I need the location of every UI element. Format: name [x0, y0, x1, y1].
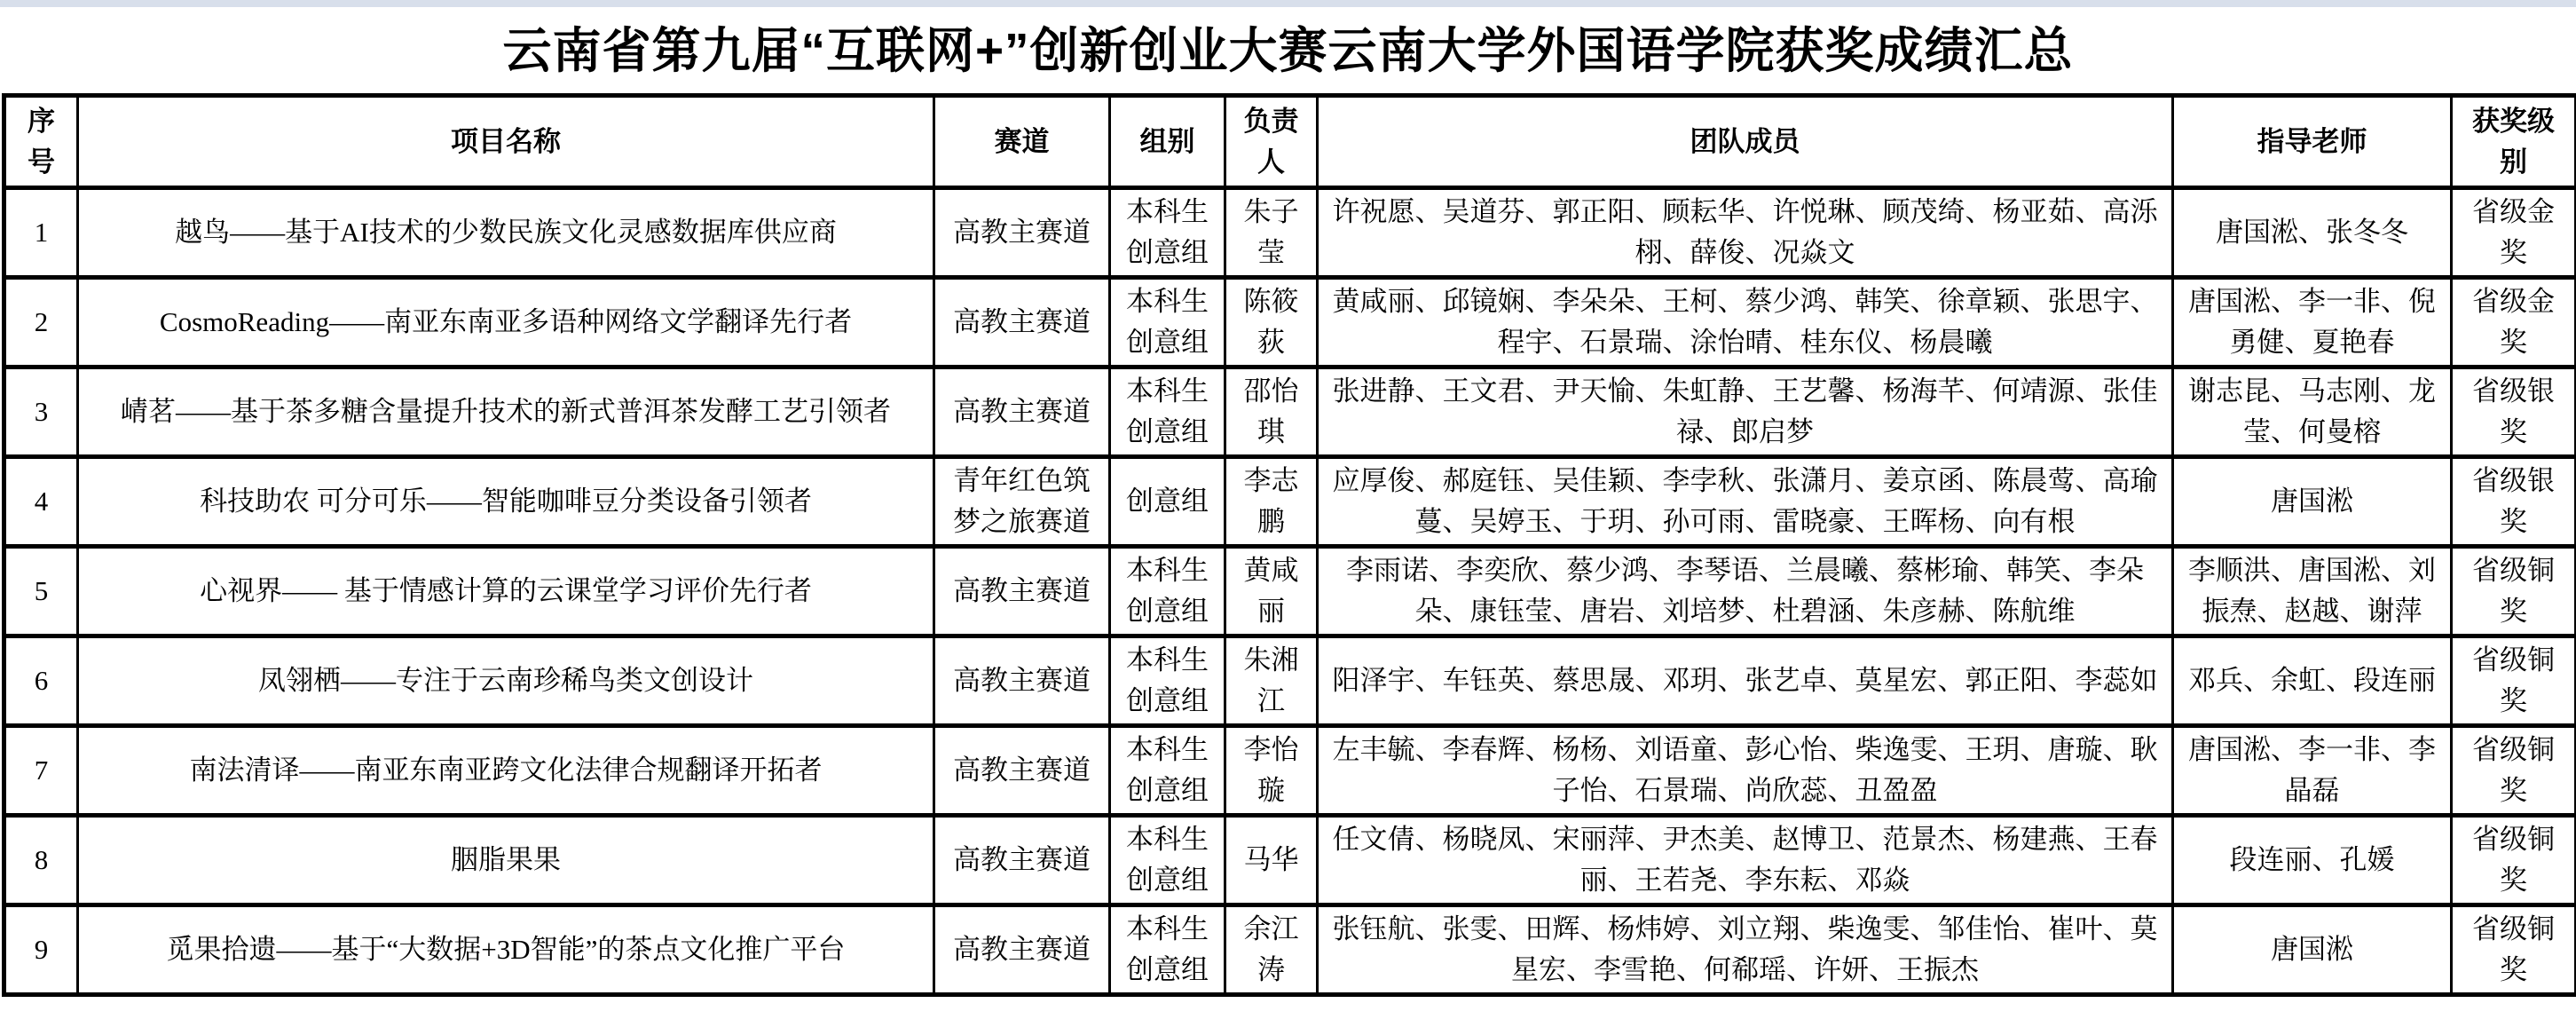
cell-advisors: 唐国淞、李一非、李晶磊	[2173, 726, 2452, 816]
cell-leader: 陈筱荻	[1225, 278, 1318, 367]
cell-track: 高教主赛道	[934, 278, 1110, 367]
cell-members: 应厚俊、郝庭钰、吴佳颖、李孛秋、张潇月、姜京函、陈晨莺、高瑜蔓、吴婷玉、于玥、孙可雨、雷晓豪、王晖杨、向有根	[1318, 457, 2173, 547]
table-row	[4, 457, 2576, 547]
cell-no: 2	[4, 278, 78, 367]
table-row	[4, 905, 2576, 995]
header-row	[4, 96, 2576, 188]
table-row	[4, 367, 2576, 457]
cell-leader: 李怡璇	[1225, 726, 1318, 816]
col-header-advisors: 指导老师	[2173, 96, 2452, 188]
cell-no: 1	[4, 188, 78, 278]
cell-award: 省级铜奖	[2452, 547, 2576, 636]
cell-track: 青年红色筑梦之旅赛道	[934, 457, 1110, 547]
cell-project: 心视界—— 基于情感计算的云课堂学习评价先行者	[78, 547, 934, 636]
col-header-project: 项目名称	[78, 96, 934, 188]
cell-advisors: 唐国淞	[2173, 905, 2452, 995]
cell-advisors: 段连丽、孔媛	[2173, 816, 2452, 905]
page-title: 云南省第九届“互联网+”创新创业大赛云南大学外国语学院获奖成绩汇总	[502, 23, 2074, 78]
cell-award: 省级金奖	[2452, 188, 2576, 278]
cell-members: 许祝愿、吴道芬、郭正阳、顾耘华、许悦琳、顾茂绮、杨亚茹、高泺栩、薛俊、况焱文	[1318, 188, 2173, 278]
awards-table	[2, 93, 2576, 997]
page-top-margin	[0, 0, 2576, 7]
cell-members: 黄咸丽、邱镜娴、李朵朵、王柯、蔡少鸿、韩笑、徐章颖、张思宇、程宇、石景瑞、涂怡晴、桂东仪、杨晨曦	[1318, 278, 2173, 367]
cell-advisors: 邓兵、余虹、段连丽	[2173, 636, 2452, 726]
table-row	[4, 188, 2576, 278]
cell-no: 8	[4, 816, 78, 905]
cell-track: 高教主赛道	[934, 367, 1110, 457]
cell-project: 科技助农 可分可乐——智能咖啡豆分类设备引领者	[78, 457, 934, 547]
cell-no: 5	[4, 547, 78, 636]
cell-members: 张钰航、张雯、田辉、杨炜婷、刘立翔、柴逸雯、邹佳怡、崔叶、莫星宏、李雪艳、何郗瑶、许妍、王振杰	[1318, 905, 2173, 995]
cell-advisors: 谢志昆、马志刚、龙莹、何曼榕	[2173, 367, 2452, 457]
cell-project: 南法清译——南亚东南亚跨文化法律合规翻译开拓者	[78, 726, 934, 816]
cell-no: 6	[4, 636, 78, 726]
cell-project: 觅果拾遗——基于“大数据+3D智能”的茶点文化推广平台	[78, 905, 934, 995]
col-header-members: 团队成员	[1318, 96, 2173, 188]
cell-project: CosmoReading——南亚东南亚多语种网络文学翻译先行者	[78, 278, 934, 367]
cell-leader: 余江涛	[1225, 905, 1318, 995]
cell-members: 张进静、王文君、尹天愉、朱虹静、王艺馨、杨海芊、何靖源、张佳禄、郎启梦	[1318, 367, 2173, 457]
cell-award: 省级银奖	[2452, 457, 2576, 547]
table-row	[4, 547, 2576, 636]
cell-no: 9	[4, 905, 78, 995]
cell-project: 崝茗——基于茶多糖含量提升技术的新式普洱茶发酵工艺引领者	[78, 367, 934, 457]
cell-leader: 邵怡琪	[1225, 367, 1318, 457]
cell-project: 凤翎栖——专注于云南珍稀鸟类文创设计	[78, 636, 934, 726]
cell-group: 本科生创意组	[1110, 547, 1225, 636]
cell-members: 任文倩、杨晓凤、宋丽萍、尹杰美、赵博卫、范景杰、杨建燕、王春丽、王若尧、李东耘、邓焱	[1318, 816, 2173, 905]
cell-award: 省级铜奖	[2452, 636, 2576, 726]
cell-award: 省级铜奖	[2452, 905, 2576, 995]
cell-track: 高教主赛道	[934, 726, 1110, 816]
cell-no: 3	[4, 367, 78, 457]
cell-group: 本科生创意组	[1110, 636, 1225, 726]
cell-advisors: 李顺洪、唐国淞、刘振焘、赵越、谢萍	[2173, 547, 2452, 636]
col-header-track: 赛道	[934, 96, 1110, 188]
cell-group: 本科生创意组	[1110, 188, 1225, 278]
col-header-leader: 负责人	[1225, 96, 1318, 188]
cell-members: 左丰毓、李春辉、杨杨、刘语童、彭心怡、柴逸雯、王玥、唐璇、耿子怡、石景瑞、尚欣蕊、丑盈盈	[1318, 726, 2173, 816]
table-row	[4, 726, 2576, 816]
cell-leader: 李志鹏	[1225, 457, 1318, 547]
cell-award: 省级铜奖	[2452, 726, 2576, 816]
cell-no: 7	[4, 726, 78, 816]
cell-award: 省级铜奖	[2452, 816, 2576, 905]
cell-group: 本科生创意组	[1110, 726, 1225, 816]
col-header-group: 组别	[1110, 96, 1225, 188]
cell-group: 创意组	[1110, 457, 1225, 547]
cell-advisors: 唐国淞、李一非、倪勇健、夏艳春	[2173, 278, 2452, 367]
cell-award: 省级金奖	[2452, 278, 2576, 367]
cell-leader: 朱湘江	[1225, 636, 1318, 726]
cell-track: 高教主赛道	[934, 547, 1110, 636]
col-header-award: 获奖级别	[2452, 96, 2576, 188]
table-row	[4, 816, 2576, 905]
cell-track: 高教主赛道	[934, 816, 1110, 905]
cell-members: 阳泽宇、车钰英、蔡思晟、邓玥、张艺卓、莫星宏、郭正阳、李蕊如	[1318, 636, 2173, 726]
cell-track: 高教主赛道	[934, 636, 1110, 726]
cell-group: 本科生创意组	[1110, 367, 1225, 457]
cell-no: 4	[4, 457, 78, 547]
cell-members: 李雨诺、李奕欣、蔡少鸿、李琴语、兰晨曦、蔡彬瑜、韩笑、李朵朵、康钰莹、唐岩、刘培梦、杜碧涵、朱彦赫、陈航维	[1318, 547, 2173, 636]
cell-leader: 马华	[1225, 816, 1318, 905]
cell-project: 胭脂果果	[78, 816, 934, 905]
cell-award: 省级银奖	[2452, 367, 2576, 457]
cell-track: 高教主赛道	[934, 188, 1110, 278]
cell-advisors: 唐国淞、张冬冬	[2173, 188, 2452, 278]
col-header-no: 序号	[4, 96, 78, 188]
table-row	[4, 636, 2576, 726]
cell-group: 本科生创意组	[1110, 905, 1225, 995]
cell-project: 越鸟——基于AI技术的少数民族文化灵感数据库供应商	[78, 188, 934, 278]
cell-leader: 黄咸丽	[1225, 547, 1318, 636]
cell-group: 本科生创意组	[1110, 816, 1225, 905]
table-row	[4, 278, 2576, 367]
cell-leader: 朱子莹	[1225, 188, 1318, 278]
cell-track: 高教主赛道	[934, 905, 1110, 995]
cell-advisors: 唐国淞	[2173, 457, 2452, 547]
cell-group: 本科生创意组	[1110, 278, 1225, 367]
